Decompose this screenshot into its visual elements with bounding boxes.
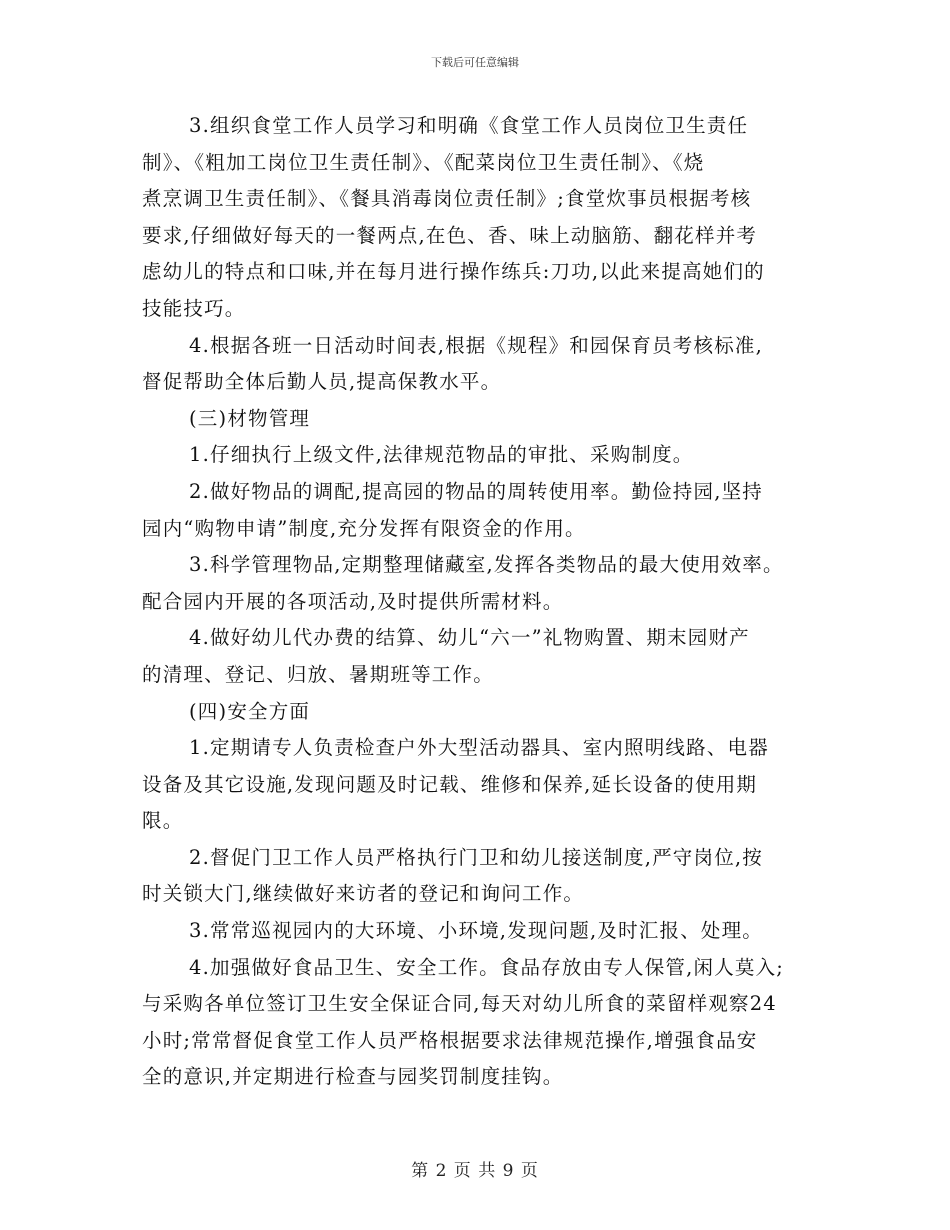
body-line: 小时;常常督促食堂工作人员严格根据要求法律规范操作,增强食品安 (142, 1028, 758, 1052)
body-line: 时关锁大门,继续做好来访者的登记和询问工作。 (142, 882, 585, 906)
body-line: 2.督促门卫工作人员严格执行门卫和幼儿接送制度,严守岗位,按 (189, 845, 764, 869)
body-line: 4.根据各班一日活动时间表,根据《规程》和园保育员考核标准, (189, 333, 764, 357)
body-line: 4.加强做好食品卫生、安全工作。食品存放由专人保管,闲人莫入; (189, 955, 785, 979)
body-line: 园内“购物申请”制度,充分发挥有限资金的作用。 (142, 516, 586, 540)
body-line: 限。 (142, 809, 184, 833)
body-line: 技能技巧。 (142, 296, 246, 320)
body-line: 要求,仔细做好每天的一餐两点,在色、香、味上动脑筋、翻花样并考 (142, 223, 758, 247)
body-line: (三)材物管理 (189, 406, 311, 430)
body-line: 制》、《粗加工岗位卫生责任制》、《配菜岗位卫生责任制》、《烧 (142, 150, 705, 174)
body-line: 配合园内开展的各项活动,及时提供所需材料。 (142, 589, 564, 613)
body-line: 虑幼儿的特点和口味,并在每月进行操作练兵:刀功,以此来提高她们的 (142, 260, 765, 284)
page-number: 第 2 页 共 9 页 (411, 1161, 539, 1181)
body-line: 2.做好物品的调配,提高园的物品的周转使用率。勤俭持园,坚持 (189, 479, 764, 503)
body-line: 设备及其它设施,发现问题及时记载、维修和保养,延长设备的使用期 (142, 772, 758, 796)
body-line: 督促帮助全体后勤人员,提高保教水平。 (142, 370, 502, 394)
body-line: 3.组织食堂工作人员学习和明确《食堂工作人员岗位卫生责任 (189, 114, 749, 137)
body-line: 3.常常巡视园内的大环境、小环境,发现问题,及时汇报、处理。 (189, 919, 764, 943)
body-line: 3.科学管理物品,定期整理储藏室,发挥各类物品的最大使用效率。 (189, 553, 784, 577)
body-line: 1.定期请专人负责检查户外大型活动器具、室内照明线路、电器 (189, 736, 769, 760)
document-body (142, 108, 812, 1096)
body-line: 1.仔细执行上级文件,法律规范物品的审批、采购制度。 (189, 443, 694, 467)
body-line: 煮烹调卫生责任制》、《餐具消毒岗位责任制》;食堂炊事员根据考核 (142, 187, 752, 211)
body-line: 全的意识,并定期进行检查与园奖罚制度挂钩。 (142, 1065, 564, 1089)
body-line: 与采购各单位签订卫生安全保证合同,每天对幼儿所食的菜留样观察24 (142, 992, 777, 1016)
body-line: (四)安全方面 (189, 699, 311, 723)
body-line: 的清理、登记、归放、暑期班等工作。 (142, 662, 494, 686)
page-header: 下载后可任意编辑 (431, 56, 519, 69)
body-line: 4.做好幼儿代办费的结算、幼儿“六一”礼物购置、期末园财产 (189, 626, 750, 650)
